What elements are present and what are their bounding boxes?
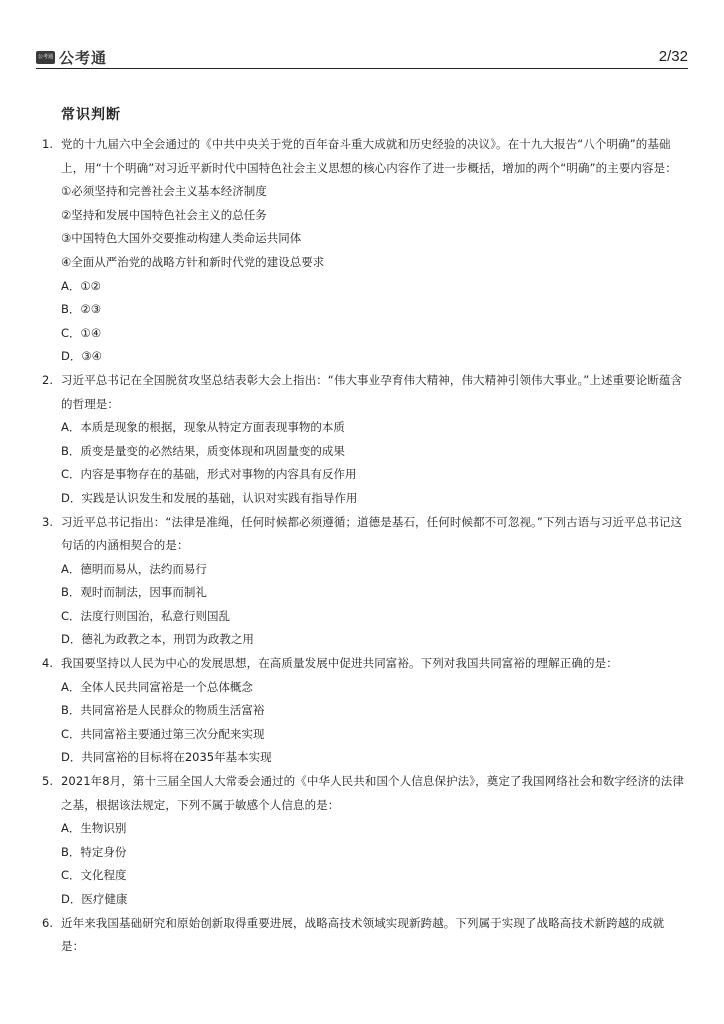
page-number: 2/32 bbox=[658, 48, 688, 65]
option-c: C．共同富裕主要通过第三次分配来实现 bbox=[61, 726, 265, 741]
option-d: D．共同富裕的目标将在2035年基本实现 bbox=[61, 750, 272, 765]
question-5 bbox=[0, 770, 724, 912]
question-number: 5. bbox=[42, 774, 53, 789]
option-c: C．①④ bbox=[61, 325, 102, 340]
logo-badge-icon: 公考通 bbox=[36, 51, 55, 64]
brand-logo bbox=[36, 47, 107, 68]
question-stem: 党的十九届六中全会通过的《中共中央关于党的百年奋斗重大成就和历史经验的决议》。在十九大报告“八个明确”的基础上，用“十个明确”对习近平新时代中国特色社会主义思想的核心内容作了进一步概括，增加的两个“明确”的主要内容是： bbox=[61, 137, 677, 175]
question-number: 4. bbox=[42, 656, 53, 671]
option-a: A．本质是现象的根据，现象从特定方面表现事物的本质 bbox=[61, 420, 345, 435]
question-6 bbox=[0, 912, 724, 959]
option-d: D．③④ bbox=[61, 349, 102, 364]
question-stem: 2021年8月，第十三届全国人大常委会通过的《中华人民共和国个人信息保护法》，奠定了我国网络社会和数字经济的法律之基，根据该法规定，下列不属于敏感个人信息的是： bbox=[61, 774, 684, 812]
statement: ①必须坚持和完善社会主义基本经济制度 bbox=[61, 184, 267, 199]
question-number: 2. bbox=[42, 372, 53, 387]
option-a: A．德明而易从，法约而易行 bbox=[61, 561, 207, 576]
question-number: 3. bbox=[42, 514, 53, 529]
option-d: D．德礼为政教之本，刑罚为政教之用 bbox=[61, 632, 254, 647]
option-d: D．医疗健康 bbox=[61, 892, 128, 906]
option-a: A．①② bbox=[61, 278, 101, 293]
option-c: C．法度行则国治，私意行则国乱 bbox=[61, 608, 231, 623]
question-list bbox=[0, 133, 724, 959]
question-stem: 习近平总书记指出：“法律是准绳，任何时候都必须遵循；道德是基石，任何时候都不可忽视。”下列古语与习近平总书记这句话的内涵相契合的是： bbox=[61, 514, 683, 553]
question-stem: 我国要坚持以人民为中心的发展思想，在高质量发展中促进共同富裕。下列对我国共同富裕的理解正确的是： bbox=[61, 656, 618, 671]
brand-name: 公考通 bbox=[59, 49, 108, 67]
option-b: B．②③ bbox=[61, 302, 102, 317]
option-a: A．全体人民共同富裕是一个总体概念 bbox=[61, 679, 253, 694]
option-c: C．文化程度 bbox=[61, 868, 127, 883]
option-c: C．内容是事物存在的基础，形式对事物的内容具有反作用 bbox=[61, 467, 357, 482]
option-b: B．质变是量变的必然结果，质变体现和巩固量变的成果 bbox=[61, 443, 345, 458]
section-title: 常识判断 bbox=[61, 107, 121, 123]
question-1 bbox=[0, 133, 724, 369]
page-header bbox=[0, 0, 724, 70]
question-stem: 近年来我国基础研究和原始创新取得重要进展，战略高技术领域实现新跨越。下列属于实现了战略高技术新跨越的成就是： bbox=[61, 915, 665, 954]
question-2 bbox=[0, 369, 724, 511]
question-3 bbox=[0, 511, 724, 653]
question-stem: 习近平总书记在全国脱贫攻坚总结表彰大会上指出：“伟大事业孕育伟大精神，伟大精神引领伟大事业。”上述重要论断蕴含的哲理是： bbox=[61, 372, 683, 411]
option-b: B．观时而制法，因事而制礼 bbox=[61, 585, 207, 600]
option-a: A．生物识别 bbox=[61, 821, 127, 836]
question-4 bbox=[0, 652, 724, 770]
option-b: B．共同富裕是人民群众的物质生活富裕 bbox=[61, 703, 265, 718]
option-d: D．实践是认识发生和发展的基础，认识对实践有指导作用 bbox=[61, 490, 358, 505]
option-b: B．特定身份 bbox=[61, 844, 127, 859]
statement: ④全面从严治党的战略方针和新时代党的建设总要求 bbox=[61, 254, 325, 269]
question-number: 6. bbox=[42, 915, 53, 930]
statement: ③中国特色大国外交要推动构建人类命运共同体 bbox=[61, 231, 302, 246]
statement: ②坚持和发展中国特色社会主义的总任务 bbox=[61, 207, 267, 222]
header-divider bbox=[36, 68, 688, 69]
question-number: 1. bbox=[42, 137, 53, 151]
